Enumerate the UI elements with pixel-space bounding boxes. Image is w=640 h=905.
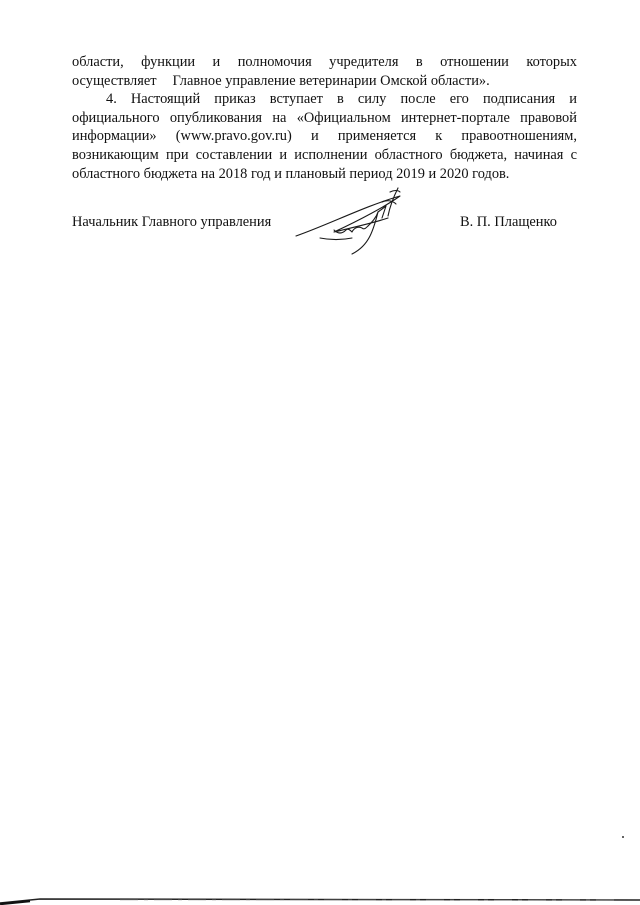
word: исполнении [294, 146, 368, 163]
word: составлении [195, 146, 273, 163]
word: после [400, 91, 436, 108]
word: приказ [214, 91, 256, 108]
word: правоотношениям, [461, 128, 577, 145]
scan-bottom-edge [0, 891, 640, 905]
paragraph-3-line-2-rest: Главное управление ветеринарии Омской области». [172, 72, 490, 89]
word: и [279, 146, 288, 163]
paragraph-3-line-1 [72, 53, 577, 72]
position-title: Начальник Главного управления [72, 214, 272, 230]
paragraph-4-line-1 [72, 90, 577, 109]
word: и [310, 128, 319, 145]
word: правовой [520, 109, 577, 126]
signer-name: В. П. Плащенко [460, 214, 557, 230]
paragraph-4-line-2 [72, 109, 577, 128]
word: в [337, 91, 344, 108]
word: (www.pravo.gov.ru) [175, 128, 292, 145]
word: области, [72, 54, 124, 70]
word: отношении [440, 54, 509, 70]
paragraph-3-line-2 [72, 72, 577, 91]
word: учредителя [329, 54, 399, 70]
paragraph-4-line-4 [72, 146, 577, 165]
word: Настоящий [130, 91, 201, 108]
word: силу [357, 91, 387, 108]
paragraph-4-line-5: областного бюджета на 2018 год и плановый период 2019 и 2020 годов. [72, 165, 510, 182]
word: на [272, 109, 287, 126]
signature-block [72, 210, 577, 260]
word: бюджета, [449, 146, 508, 163]
word: применяется [337, 128, 417, 145]
word: начиная [514, 146, 564, 163]
word: которых [526, 54, 577, 70]
word: при [165, 146, 189, 163]
word: к [435, 128, 443, 145]
scan-speck [622, 836, 624, 838]
word: в [415, 54, 423, 70]
paragraph-4-line-3 [72, 127, 577, 146]
word: с [570, 146, 577, 163]
word: полномочия [237, 54, 312, 70]
word: подписания [482, 91, 556, 108]
word: информации» [72, 128, 157, 145]
paragraph-3-line-2-start: осуществляет [72, 72, 157, 89]
word: и [569, 91, 577, 108]
word: областного [374, 146, 443, 163]
word: «Официальном [296, 109, 391, 126]
document-body [72, 53, 577, 183]
word: интернет-портале [400, 109, 510, 126]
word: функции [141, 54, 196, 70]
word: и [212, 54, 221, 70]
word: вступает [269, 91, 323, 108]
word: опубликования [169, 109, 263, 126]
handwritten-signature [290, 184, 420, 268]
word: официального [72, 109, 160, 126]
word: 4. [106, 91, 117, 108]
word: возникающим [72, 146, 159, 163]
word: его [449, 91, 469, 108]
